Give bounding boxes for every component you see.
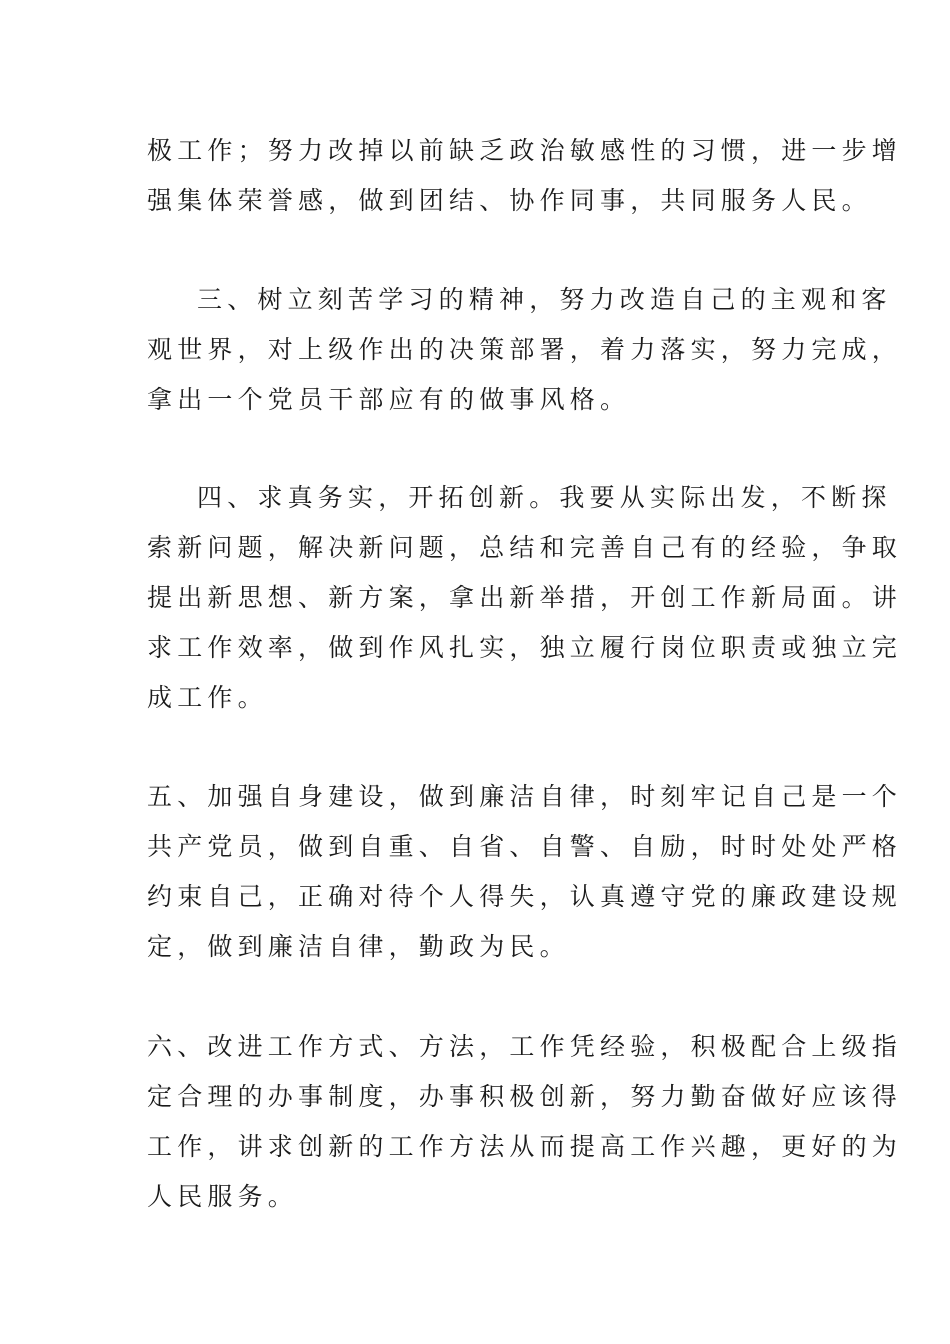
text-line: 共产党员，做到自重、自省、自警、自励，时时处处严格 <box>147 832 903 861</box>
text-line: 约束自己，正确对待个人得失，认真遵守党的廉政建设规 <box>147 882 903 911</box>
text-line: 工作，讲求创新的工作方法从而提高工作兴趣，更好的为 <box>147 1132 903 1161</box>
text-line: 极工作；努力改掉以前缺乏政治敏感性的习惯，进一步增 <box>147 136 903 165</box>
text-line: 索新问题，解决新问题，总结和完善自己有的经验，争取 <box>147 533 903 562</box>
text-line: 人民服务。 <box>147 1182 299 1211</box>
text-line: 观世界，对上级作出的决策部署，着力落实，努力完成， <box>147 335 903 364</box>
text-line: 强集体荣誉感，做到团结、协作同事，共同服务人民。 <box>147 186 872 215</box>
text-line: 成工作。 <box>147 683 268 712</box>
text-line: 提出新思想、新方案，拿出新举措，开创工作新局面。讲 <box>147 583 903 612</box>
paragraph-5-first-line: 五、加强自身建设，做到廉洁自律，时刻牢记自己是一个 <box>147 782 903 811</box>
text-line: 求工作效率，做到作风扎实，独立履行岗位职责或独立完 <box>147 633 903 662</box>
paragraph-4-first-line: 四、求真务实，开拓创新。我要从实际出发，不断探 <box>197 483 892 512</box>
text-line: 定，做到廉洁自律，勤政为民。 <box>147 932 570 961</box>
text-line: 定合理的办事制度，办事积极创新，努力勤奋做好应该得 <box>147 1082 903 1111</box>
paragraph-3-first-line: 三、树立刻苦学习的精神，努力改造自己的主观和客 <box>197 285 892 314</box>
paragraph-6-first-line: 六、改进工作方式、方法，工作凭经验，积极配合上级指 <box>147 1032 903 1061</box>
text-line: 拿出一个党员干部应有的做事风格。 <box>147 385 631 414</box>
